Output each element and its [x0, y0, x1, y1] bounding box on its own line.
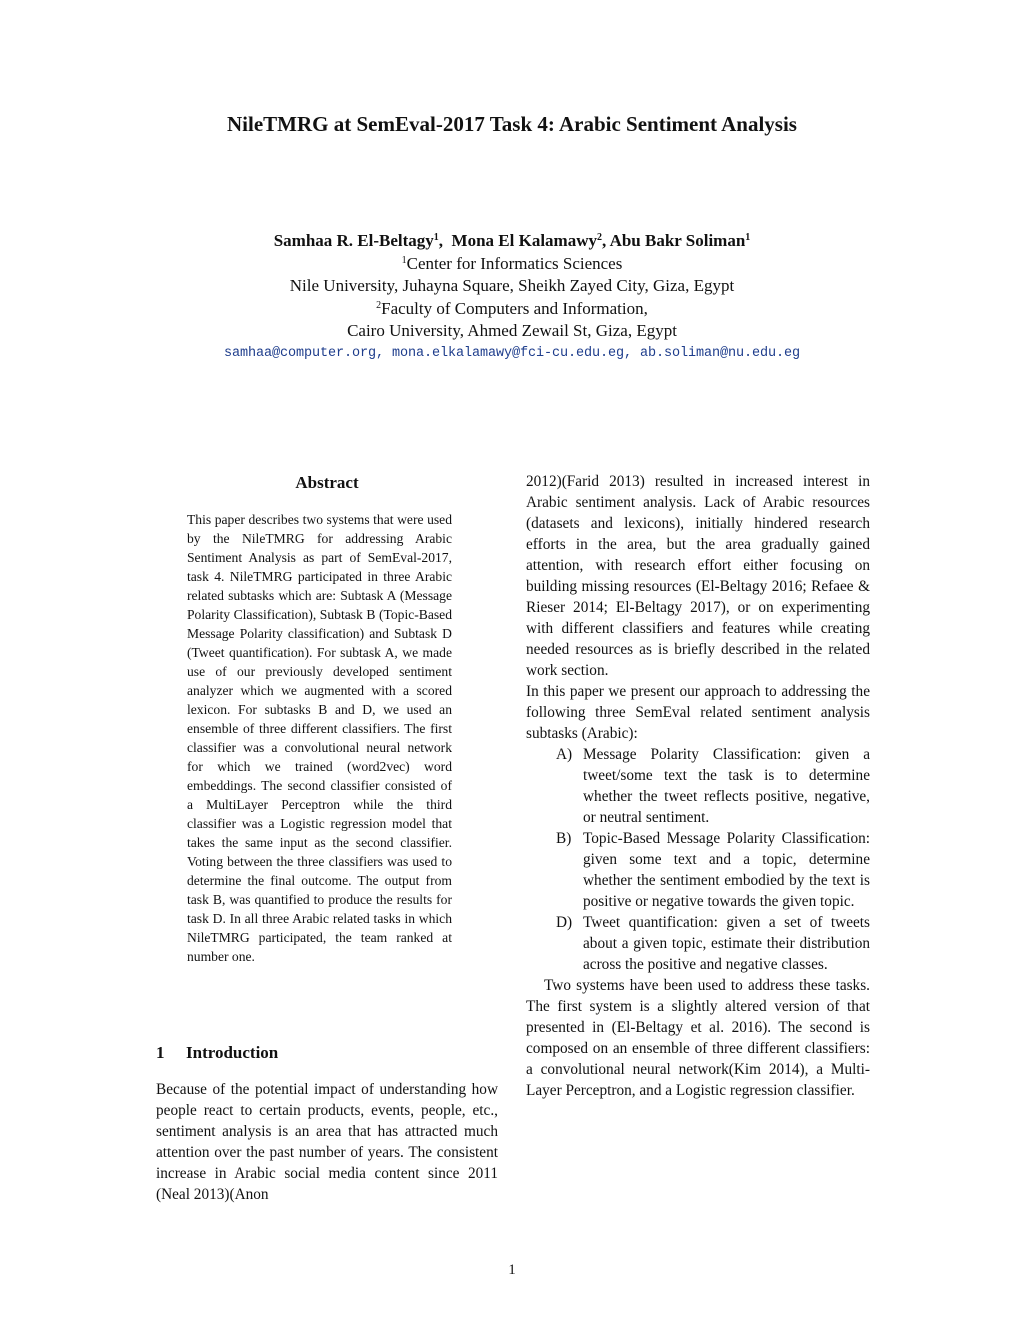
subtask-label: A): [556, 746, 573, 763]
author-3-name: Abu Bakr Soliman: [609, 231, 746, 250]
affiliation-1: [0, 253, 1024, 276]
abstract-heading: Abstract: [295, 473, 359, 492]
author-1-sup: 1: [433, 232, 439, 243]
author-3-sup: 1: [745, 232, 751, 243]
right-column: [526, 471, 870, 1101]
subtask-item: [526, 912, 870, 975]
subtask-item: [526, 828, 870, 912]
introduction-paragraph-1: Because of the potential impact of understanding how people react to certain products, events, people, etc., sentiment analysis is an area that has attracted much attention over the past number of years. The consistent increase in Arabic social media content since 2011 (Neal 2013)(Anon: [156, 1081, 498, 1203]
affiliation-2-name: Faculty of Computers and Information,: [381, 298, 648, 318]
section-title: Introduction: [186, 1043, 279, 1062]
section-number: 1: [156, 1043, 165, 1062]
paper-title: NileTMRG at SemEval-2017 Task 4: Arabic Sentiment Analysis: [227, 112, 797, 136]
author-names: Samhaa R. El-Beltagy$^1$, Mona El Kalamawy$^2$, Abu Bakr Soliman$^1$: [273, 231, 751, 250]
subtask-text: Message Polarity Classification: given a tweet/some text the task is to determine whether the tweet reflects positive, negative, or neutral sentiment.: [583, 746, 870, 826]
affiliation-2-sup: 2: [376, 299, 382, 311]
page-number: 1: [508, 1262, 516, 1278]
subtask-label: B): [556, 830, 572, 847]
affiliation-1-sup: 1: [401, 254, 407, 266]
introduction-paragraph-3: Two systems have been used to address these tasks. The first system is a slightly altered version of that presented in (El-Beltagy et al. 2016). The second is composed on an ensemble of three different classifiers: a convolutional neural network(Kim 2014), a Multi-Layer Perceptron, and a Logistic regression classifier.: [526, 977, 870, 1099]
author-block: [0, 230, 1024, 365]
affiliation-2: [0, 298, 1024, 321]
affiliation-2-address: Cairo University, Ahmed Zewail St, Giza, Egypt: [347, 321, 677, 340]
affiliation-1-name: Center for Informatics Sciences: [406, 253, 623, 273]
subtask-text: Tweet quantification: given a set of tweets about a given topic, estimate their distribution across the positive and negative classes.: [583, 914, 870, 973]
subtask-item: [526, 744, 870, 828]
subtask-label: D): [556, 914, 573, 931]
introduction-heading: [156, 1043, 498, 1063]
author-2-name: Mona El Kalamawy: [451, 231, 597, 250]
subtask-text: Topic-Based Message Polarity Classification: given some text and a topic, determine whether the sentiment embodied by the text is positive or negative towards the given topic.: [583, 830, 870, 910]
author-emails[interactable]: samhaa@computer.org, mona.elkalamawy@fci-cu.edu.eg, ab.soliman@nu.edu.eg: [223, 345, 801, 361]
introduction-paragraph-1-continued: 2012)(Farid 2013) resulted in increased interest in Arabic sentiment analysis. Lack of Arabic resources (datasets and lexicons), initially hindered research efforts in the area, but the area gradually gained attention, with research effort either focusing on building missing resources (El-Beltagy 2016; Refaee & Rieser 2014; El-Beltagy 2017), or on experimenting with different classifiers and features while creating needed resources as is briefly described in the related work section.: [526, 473, 870, 679]
author-2-sup: 2: [597, 232, 602, 243]
affiliation-1-address: Nile University, Juhayna Square, Sheikh Zayed City, Giza, Egypt: [289, 276, 735, 295]
abstract-text: This paper describes two systems that were used by the NileTMRG for addressing Arabic Sentiment Analysis as part of SemEval-2017, task 4. NileTMRG participated in three Arabic related subtasks which are: Subtask A (Message Polarity Classification), Subtask B (Topic-Based Message Polarity classification) and Subtask D (Tweet quantification). For subtask A, we made use of our previously developed sentiment analyzer which we augmented with a scored lexicon. For subtasks B and D, we used an ensemble of three different classifiers. The first classifier was a convolutional neural network for which we trained (word2vec) word embeddings. The second classifier consisted of a MultiLayer Perceptron while the third classifier was a Logistic regression model that takes the same input as the second classifier. Voting between the three classifiers was used to determine the final outcome. The output from task B, was quantified to produce the results for task D. In all three Arabic related tasks in which NileTMRG participated, the team ranked at number one.: [187, 512, 452, 964]
introduction-paragraph-2: In this paper we present our approach to addressing the following three SemEval related sentiment analysis subtasks (Arabic):: [526, 683, 870, 742]
author-1-name: Samhaa R. El-Beltagy: [273, 231, 434, 250]
